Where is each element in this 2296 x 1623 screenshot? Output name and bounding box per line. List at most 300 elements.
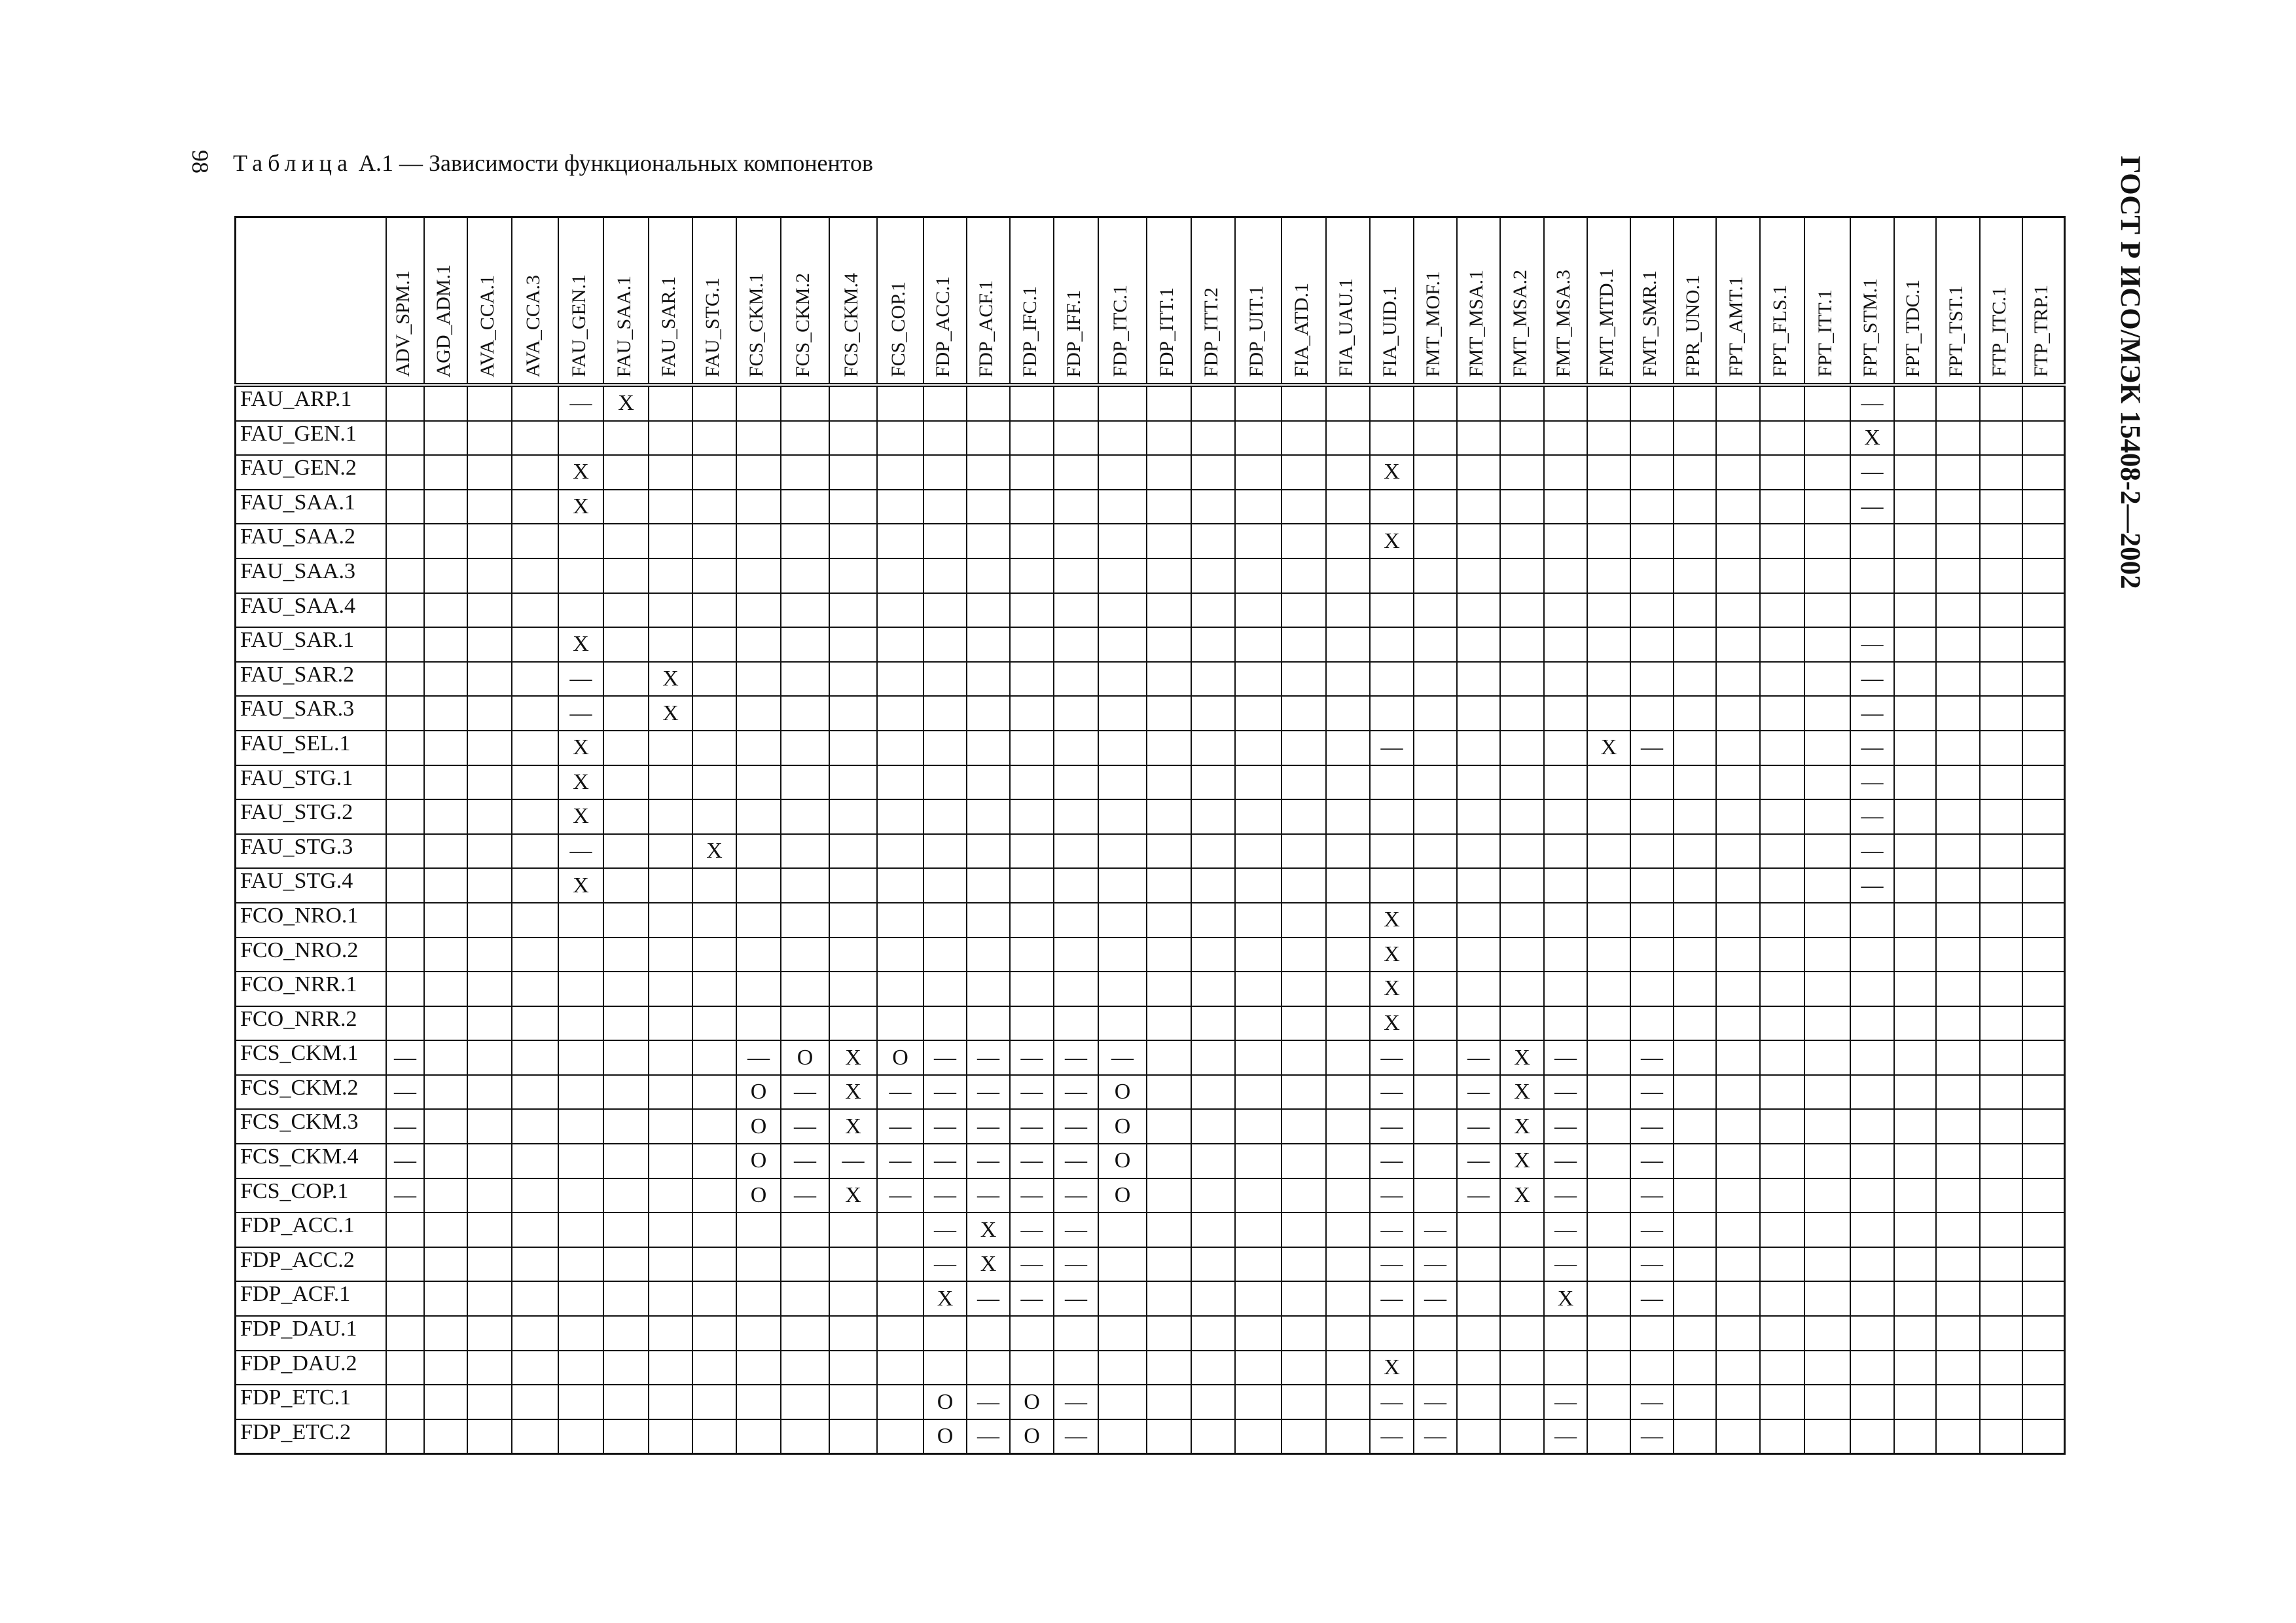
dependency-cell: [2022, 1075, 2064, 1110]
dependency-cell: X: [1544, 1281, 1587, 1316]
dependency-cell: [736, 455, 781, 490]
dependency-cell: [877, 903, 924, 938]
dependency-cell: [1674, 1109, 1716, 1144]
dependency-cell: —: [924, 1213, 967, 1247]
dependency-cell: [967, 455, 1010, 490]
dependency-cell: [1147, 834, 1191, 869]
dependency-cell: [1936, 765, 1980, 800]
dependency-cell: [1716, 1385, 1760, 1419]
dependency-cell: —: [1010, 1281, 1054, 1316]
dependency-cell: [736, 972, 781, 1006]
dependency-cell: [1098, 593, 1147, 628]
dependency-cell: [1326, 593, 1370, 628]
dependency-cell: [1414, 834, 1457, 869]
dependency-cell: [1147, 1281, 1191, 1316]
dependency-cell: [1147, 696, 1191, 731]
dependency-cell: [603, 696, 649, 731]
dependency-cell: [967, 558, 1010, 593]
column-header-label: FMT_MOF.1: [1422, 271, 1444, 377]
dependency-cell: [1326, 1144, 1370, 1178]
dependency-cell: [558, 1178, 603, 1213]
dependency-cell: [424, 1213, 467, 1247]
dependency-cell: [649, 1281, 692, 1316]
dependency-cell: [386, 799, 424, 834]
dependency-cell: [877, 558, 924, 593]
table-row: [236, 972, 2065, 1006]
dependency-cell: [1980, 421, 2022, 456]
dependency-cell: [692, 1109, 736, 1144]
dependency-cell: [1414, 799, 1457, 834]
dependency-cell: [1936, 1281, 1980, 1316]
dependency-cell: [1980, 1281, 2022, 1316]
dependency-cell: [1326, 903, 1370, 938]
column-header-label: FDP_IFC.1: [1018, 285, 1041, 377]
dependency-cell: X: [558, 627, 603, 662]
dependency-cell: [1147, 799, 1191, 834]
dependency-cell: [558, 558, 603, 593]
dependency-cell: [1587, 972, 1630, 1006]
dependency-cell: [1457, 1247, 1500, 1282]
dependency-cell: —: [829, 1144, 877, 1178]
dependency-cell: [1500, 1247, 1544, 1282]
dependency-cell: [1457, 799, 1500, 834]
dependency-cell: [1098, 972, 1147, 1006]
dependency-cell: [1326, 490, 1370, 524]
dependency-cell: [467, 1247, 512, 1282]
dependency-cell: [424, 1006, 467, 1041]
dependency-cell: —: [1370, 731, 1414, 765]
dependency-cell: [1326, 1109, 1370, 1144]
dependency-cell: X: [1500, 1109, 1544, 1144]
dependency-cell: [1235, 455, 1282, 490]
column-header: [1804, 217, 1850, 386]
dependency-cell: —: [1630, 1419, 1674, 1454]
dependency-cell: [424, 1178, 467, 1213]
dependency-cell: [512, 834, 558, 869]
column-header: [467, 217, 512, 386]
dependency-cell: O: [877, 1040, 924, 1075]
dependency-cell: [467, 834, 512, 869]
dependency-cell: [1414, 1316, 1457, 1351]
dependency-cell: [1457, 627, 1500, 662]
dependency-cell: [2022, 731, 2064, 765]
dependency-cell: [1587, 490, 1630, 524]
dependency-cell: [649, 1419, 692, 1454]
dependency-cell: [1894, 627, 1936, 662]
dependency-cell: [1282, 1109, 1326, 1144]
dependency-cell: —: [1630, 1247, 1674, 1282]
dependency-cell: [1054, 696, 1098, 731]
dependency-cell: [1147, 627, 1191, 662]
dependency-cell: [1326, 799, 1370, 834]
dependency-cell: [1414, 765, 1457, 800]
dependency-cell: [603, 1419, 649, 1454]
dependency-cell: [467, 1178, 512, 1213]
dependency-cell: [1804, 731, 1850, 765]
dependency-cell: [1147, 1075, 1191, 1110]
dependency-cell: [1282, 972, 1326, 1006]
dependency-cell: [1804, 662, 1850, 697]
dependency-cell: [877, 421, 924, 456]
dependency-cell: —: [967, 1385, 1010, 1419]
dependency-cell: [1326, 1247, 1370, 1282]
dependency-cell: [2022, 385, 2064, 421]
dependency-cell: [1630, 1316, 1674, 1351]
dependency-cell: [1147, 1247, 1191, 1282]
dependency-cell: [1760, 1144, 1804, 1178]
column-header: [1191, 217, 1235, 386]
dependency-cell: X: [1370, 1006, 1414, 1041]
dependency-cell: [692, 799, 736, 834]
dependency-cell: X: [1370, 1351, 1414, 1385]
dependency-cell: [649, 490, 692, 524]
row-header: FCO_NRO.2: [236, 938, 387, 972]
dependency-cell: [1235, 1213, 1282, 1247]
dependency-cell: [603, 1351, 649, 1385]
dependency-cell: [424, 455, 467, 490]
dependency-cell: —: [924, 1247, 967, 1282]
dependency-cell: [1630, 1006, 1674, 1041]
dependency-cell: [1098, 903, 1147, 938]
dependency-cell: O: [924, 1385, 967, 1419]
row-header: FAU_SAA.3: [236, 558, 387, 593]
dependency-cell: [1674, 938, 1716, 972]
dependency-cell: [1500, 662, 1544, 697]
dependency-cell: [1587, 834, 1630, 869]
dependency-cell: [424, 524, 467, 558]
dependency-cell: [1457, 731, 1500, 765]
row-header: FCS_COP.1: [236, 1178, 387, 1213]
dependency-cell: —: [967, 1419, 1010, 1454]
dependency-cell: [424, 593, 467, 628]
table-row: [236, 490, 2065, 524]
column-header-label: FDP_IFF.1: [1063, 289, 1085, 377]
dependency-cell: [1587, 868, 1630, 903]
dependency-cell: [1457, 490, 1500, 524]
dependency-cell: [2022, 1247, 2064, 1282]
dependency-cell: [424, 765, 467, 800]
column-header-label: AVA_CCA.3: [522, 274, 544, 377]
dependency-cell: [1457, 1419, 1500, 1454]
dependency-cell: [781, 765, 829, 800]
dependency-cell: [1587, 765, 1630, 800]
dependency-cell: [1147, 903, 1191, 938]
column-header: [386, 217, 424, 386]
dependency-cell: [1414, 938, 1457, 972]
dependency-cell: [1457, 1351, 1500, 1385]
dependency-cell: [1191, 490, 1235, 524]
dependency-cell: —: [877, 1075, 924, 1110]
dependency-cell: [386, 1247, 424, 1282]
dependency-cell: [1894, 868, 1936, 903]
dependency-cell: [1980, 1213, 2022, 1247]
dependency-cell: [877, 490, 924, 524]
dependency-cell: [1098, 731, 1147, 765]
dependency-cell: [877, 1281, 924, 1316]
column-header-label: FAU_GEN.1: [567, 274, 590, 377]
dependency-cell: [1894, 1109, 1936, 1144]
dependency-cell: [1980, 627, 2022, 662]
dependency-cell: [1980, 903, 2022, 938]
dependency-cell: [2022, 1213, 2064, 1247]
dependency-cell: [1282, 1419, 1326, 1454]
dependency-cell: [1760, 1419, 1804, 1454]
dependency-cell: [2022, 627, 2064, 662]
dependency-cell: —: [1414, 1213, 1457, 1247]
dependency-cell: [1936, 524, 1980, 558]
column-header-label: FCS_CKM.4: [840, 272, 862, 377]
dependency-cell: [512, 421, 558, 456]
dependency-cell: [1936, 1247, 1980, 1282]
dependency-cell: O: [1010, 1419, 1054, 1454]
dependency-cell: [386, 421, 424, 456]
dependency-cell: [1544, 765, 1587, 800]
dependency-cell: [424, 972, 467, 1006]
dependency-cell: [1147, 1040, 1191, 1075]
dependency-cell: [1587, 1144, 1630, 1178]
dependency-cell: [512, 1178, 558, 1213]
dependency-cell: [386, 1419, 424, 1454]
dependency-cell: [1804, 1075, 1850, 1110]
dependency-cell: [1936, 868, 1980, 903]
dependency-cell: [1326, 421, 1370, 456]
dependency-cell: [467, 558, 512, 593]
row-header: FCO_NRO.1: [236, 903, 387, 938]
dependency-cell: [1457, 938, 1500, 972]
dependency-cell: [603, 1040, 649, 1075]
dependency-cell: [512, 1040, 558, 1075]
dependency-cell: [1936, 593, 1980, 628]
dependency-cell: [1010, 558, 1054, 593]
dependency-cell: [2022, 1385, 2064, 1419]
dependency-cell: [1098, 490, 1147, 524]
dependency-cell: [1500, 421, 1544, 456]
dependency-cell: —: [1054, 1247, 1098, 1282]
dependency-cell: —: [781, 1144, 829, 1178]
dependency-cell: [1980, 558, 2022, 593]
dependency-cell: [2022, 1316, 2064, 1351]
dependency-cell: [1936, 1419, 1980, 1454]
dependency-cell: —: [1054, 1040, 1098, 1075]
dependency-cell: —: [1544, 1075, 1587, 1110]
dependency-cell: [1630, 490, 1674, 524]
dependency-cell: [558, 421, 603, 456]
dependency-cell: [1282, 455, 1326, 490]
dependency-cell: [967, 524, 1010, 558]
dependency-cell: [1760, 1316, 1804, 1351]
dependency-cell: [1370, 490, 1414, 524]
dependency-cell: [467, 1281, 512, 1316]
dependency-cell: —: [1850, 731, 1894, 765]
dependency-cell: [1980, 455, 2022, 490]
dependency-cell: [1235, 558, 1282, 593]
dependency-cell: [1235, 1385, 1282, 1419]
dependency-cell: [924, 868, 967, 903]
dependency-cell: [1010, 903, 1054, 938]
dependency-cell: [1587, 1385, 1630, 1419]
dependency-cell: [1850, 903, 1894, 938]
dependency-cell: [1457, 1281, 1500, 1316]
dependency-cell: [1500, 1316, 1544, 1351]
dependency-cell: [1282, 765, 1326, 800]
dependency-cell: [467, 1316, 512, 1351]
dependency-cell: [692, 455, 736, 490]
dependency-cell: [1674, 1419, 1716, 1454]
dependency-cell: [1326, 1351, 1370, 1385]
dependency-cell: —: [924, 1040, 967, 1075]
dependency-cell: [1054, 765, 1098, 800]
table-row: [236, 524, 2065, 558]
dependency-cell: [781, 593, 829, 628]
dependency-cell: [386, 972, 424, 1006]
dependency-cell: [467, 1006, 512, 1041]
dependency-cell: [1500, 938, 1544, 972]
dependency-cell: [1760, 490, 1804, 524]
table-row: [236, 421, 2065, 456]
dependency-cell: [1326, 765, 1370, 800]
dependency-cell: [692, 1316, 736, 1351]
column-header-label: FPT_ITT.1: [1814, 289, 1836, 377]
column-header: [877, 217, 924, 386]
column-header: [1370, 217, 1414, 386]
dependency-cell: X: [1370, 524, 1414, 558]
dependency-cell: [967, 972, 1010, 1006]
dependency-cell: [1716, 868, 1760, 903]
dependency-cell: [692, 593, 736, 628]
dependency-cell: X: [558, 799, 603, 834]
dependency-cell: [736, 1385, 781, 1419]
dependency-cell: [736, 696, 781, 731]
dependency-cell: [967, 903, 1010, 938]
dependency-cell: [1010, 593, 1054, 628]
column-header: [512, 217, 558, 386]
dependency-cell: [1457, 455, 1500, 490]
column-header: [603, 217, 649, 386]
dependency-cell: —: [1630, 1385, 1674, 1419]
dependency-cell: [1054, 662, 1098, 697]
dependency-cell: [829, 627, 877, 662]
dependency-cell: [1760, 938, 1804, 972]
dependency-cell: [829, 662, 877, 697]
table-row: [236, 593, 2065, 628]
dependency-cell: [1282, 627, 1326, 662]
dependency-cell: [1191, 799, 1235, 834]
dependency-cell: [1500, 1351, 1544, 1385]
dependency-cell: [1980, 593, 2022, 628]
dependency-cell: [1147, 1419, 1191, 1454]
dependency-cell: —: [1370, 1213, 1414, 1247]
dependency-cell: O: [1098, 1075, 1147, 1110]
row-header: FDP_ETC.1: [236, 1385, 387, 1419]
dependency-cell: —: [1850, 662, 1894, 697]
dependency-cell: [424, 558, 467, 593]
column-header-label: FTP_ITC.1: [1988, 287, 2010, 377]
column-header: [558, 217, 603, 386]
dependency-cell: [649, 972, 692, 1006]
dependency-cell: X: [558, 455, 603, 490]
dependency-cell: [2022, 1281, 2064, 1316]
dependency-cell: [1674, 834, 1716, 869]
dependency-cell: [1235, 1075, 1282, 1110]
dependency-cell: [424, 938, 467, 972]
dependency-cell: [1980, 696, 2022, 731]
dependency-cell: [1010, 490, 1054, 524]
dependency-cell: [1010, 731, 1054, 765]
dependency-cell: [1457, 662, 1500, 697]
dependency-cell: [512, 1385, 558, 1419]
dependency-cell: [1098, 662, 1147, 697]
caption-word: Таблица: [233, 150, 353, 176]
dependency-cell: [512, 903, 558, 938]
dependency-cell: [1191, 696, 1235, 731]
dependency-cell: [558, 903, 603, 938]
dependency-cell: [1147, 765, 1191, 800]
dependency-cell: [1326, 868, 1370, 903]
column-header: [1630, 217, 1674, 386]
dependency-cell: [1098, 799, 1147, 834]
dependency-cell: [736, 627, 781, 662]
table-row: [236, 1316, 2065, 1351]
column-header: [1544, 217, 1587, 386]
dependency-cell: [692, 938, 736, 972]
dependency-cell: [1054, 385, 1098, 421]
dependency-cell: [649, 799, 692, 834]
dependency-cell: [1674, 558, 1716, 593]
table-row: [236, 1075, 2065, 1110]
dependency-cell: [1414, 627, 1457, 662]
dependency-cell: [1147, 731, 1191, 765]
dependency-cell: [1936, 662, 1980, 697]
dependency-cell: [1235, 1144, 1282, 1178]
dependency-cell: —: [1054, 1178, 1098, 1213]
dependency-cell: [386, 765, 424, 800]
dependency-cell: [1457, 593, 1500, 628]
dependency-cell: [1894, 1144, 1936, 1178]
table-row: [236, 1040, 2065, 1075]
dependency-cell: [1760, 593, 1804, 628]
dependency-cell: [603, 1006, 649, 1041]
dependency-cell: —: [1630, 1144, 1674, 1178]
dependency-cell: [2022, 1006, 2064, 1041]
dependency-cell: [1282, 1385, 1326, 1419]
dependency-cell: [1804, 1040, 1850, 1075]
dependency-cell: [829, 938, 877, 972]
column-header-label: FIA_ATD.1: [1291, 282, 1312, 377]
dependency-cell: [1191, 1006, 1235, 1041]
column-header-label: FIA_UAU.1: [1335, 278, 1357, 377]
dependency-cell: [1414, 696, 1457, 731]
dependency-cell: [649, 1006, 692, 1041]
dependency-cell: [1936, 903, 1980, 938]
dependency-cell: [2022, 696, 2064, 731]
dependency-cell: [1544, 627, 1587, 662]
dependency-cell: [1980, 938, 2022, 972]
dependency-cell: [1414, 490, 1457, 524]
dependency-cell: [1716, 627, 1760, 662]
dependency-cell: [649, 938, 692, 972]
dependency-cell: [924, 731, 967, 765]
dependency-cell: [1804, 834, 1850, 869]
dependency-cell: [1804, 627, 1850, 662]
dependency-cell: [1500, 799, 1544, 834]
dependency-cell: [736, 868, 781, 903]
dependency-cell: [1500, 385, 1544, 421]
dependency-cell: [1500, 1006, 1544, 1041]
dependency-cell: [1760, 1385, 1804, 1419]
dependency-cell: [467, 972, 512, 1006]
dependency-cell: [467, 731, 512, 765]
dependency-cell: [1414, 1351, 1457, 1385]
